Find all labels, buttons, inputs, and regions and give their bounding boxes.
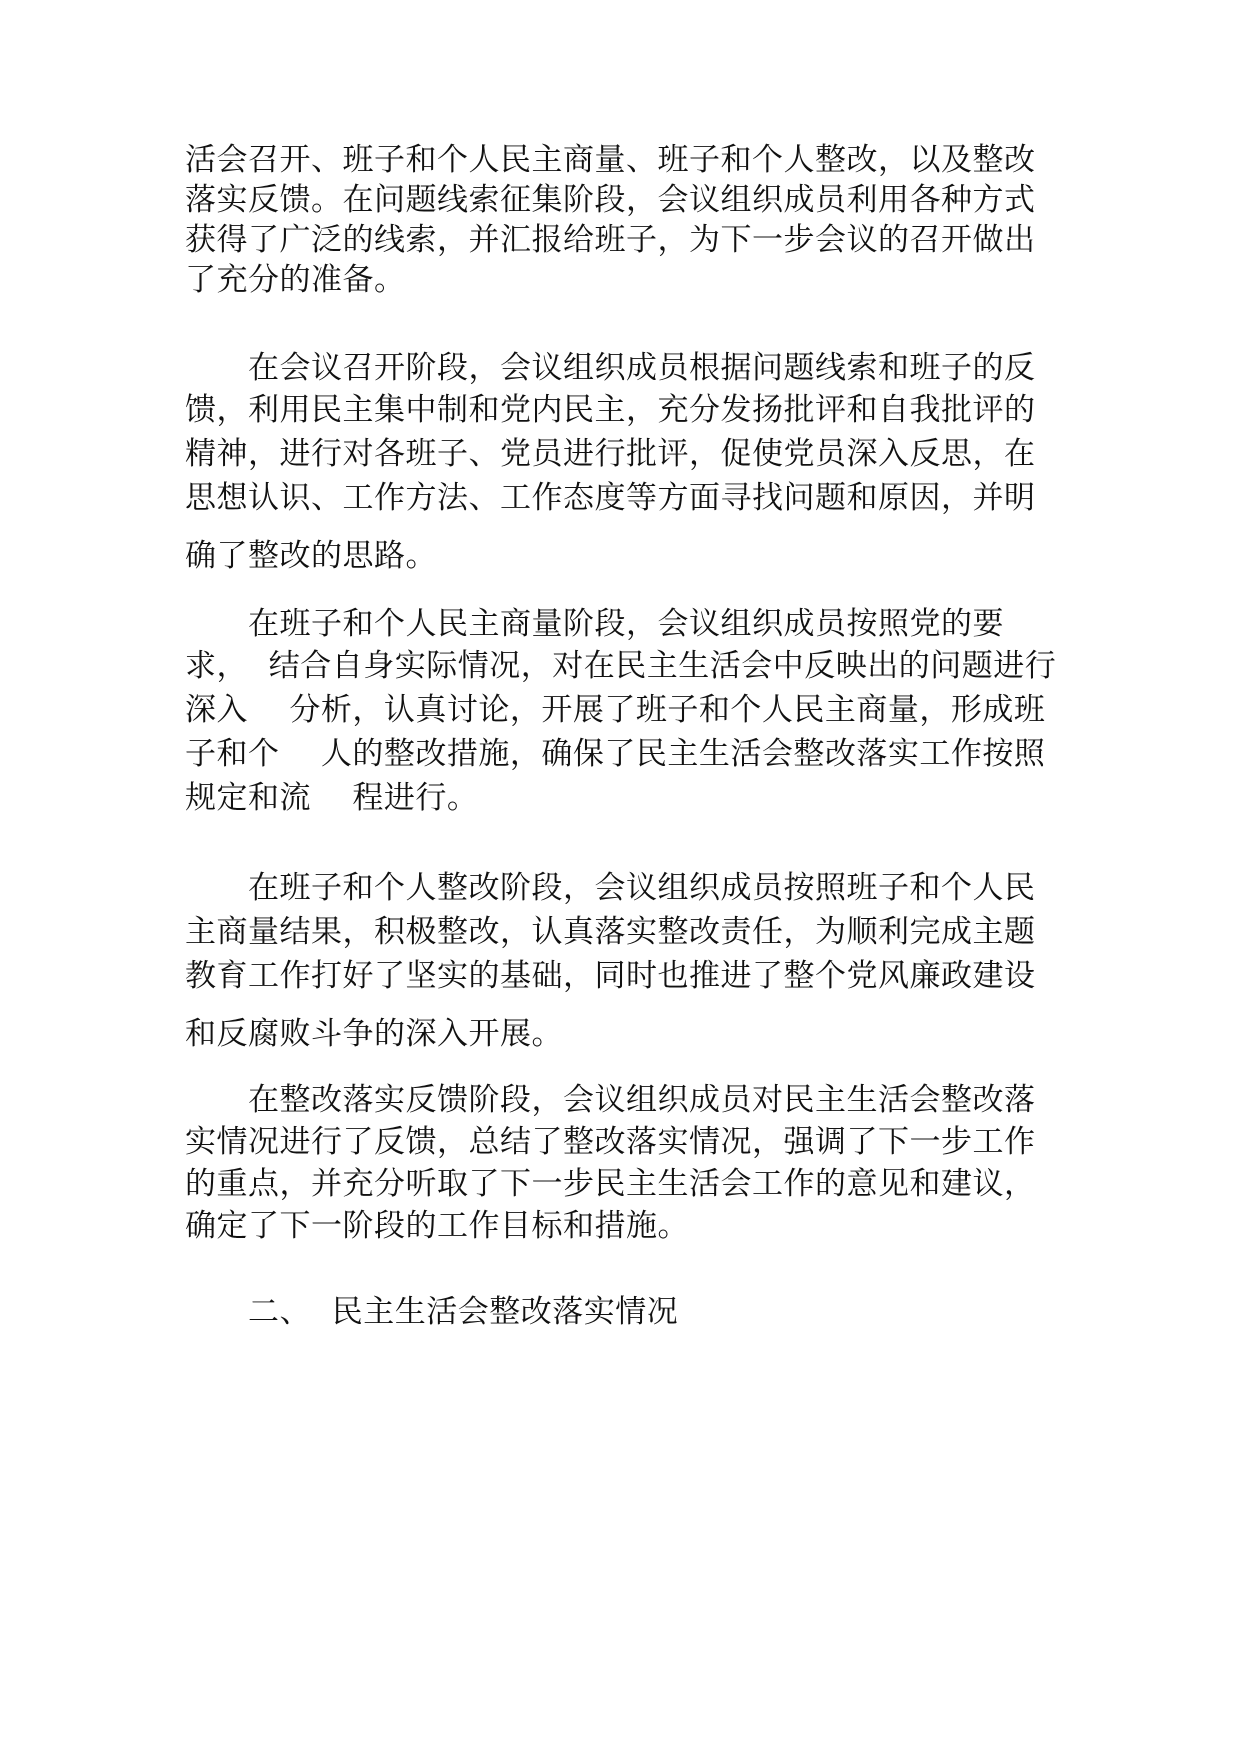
paragraph-line: 求， 结合自身实际情况，对在民主生活会中反映出的问题进行 <box>185 648 1057 684</box>
paragraph-line: 在班子和个人整改阶段，会议组织成员按照班子和个人民 <box>248 870 1036 906</box>
paragraph-line: 规定和流 程进行。 <box>185 780 479 816</box>
paragraph-line: 主商量结果，积极整改，认真落实整改责任，为顺利完成主题 <box>185 914 1036 950</box>
paragraph-line: 在整改落实反馈阶段，会议组织成员对民主生活会整改落 <box>248 1082 1036 1118</box>
paragraph-line: 子和个 人的整改措施，确保了民主生活会整改落实工作按照 <box>185 736 1046 772</box>
paragraph-line: 和反腐败斗争的深入开展。 <box>185 1016 563 1052</box>
paragraph-line: 精神，进行对各班子、党员进行批评，促使党员深入反思，在 <box>185 436 1036 472</box>
paragraph-line: 确定了下一阶段的工作目标和措施。 <box>185 1208 689 1244</box>
paragraph-line: 深入 分析，认真讨论，开展了班子和个人民主商量，形成班 <box>185 692 1046 728</box>
paragraph-line: 在会议召开阶段，会议组织成员根据问题线索和班子的反 <box>248 350 1036 386</box>
paragraph-line: 获得了广泛的线索，并汇报给班子，为下一步会议的召开做出 <box>185 222 1036 258</box>
section-heading: 二、 民主生活会整改落实情况 <box>248 1294 679 1330</box>
paragraph-line: 思想认识、工作方法、工作态度等方面寻找问题和原因，并明 <box>185 480 1036 516</box>
paragraph-line: 活会召开、班子和个人民主商量、班子和个人整改，以及整改 <box>185 142 1036 178</box>
paragraph-line: 的重点，并充分听取了下一步民主生活会工作的意见和建议， <box>185 1166 1036 1202</box>
paragraph-line: 在班子和个人民主商量阶段，会议组织成员按照党的要 <box>248 606 1004 642</box>
paragraph-line: 教育工作打好了坚实的基础，同时也推进了整个党风廉政建设 <box>185 958 1036 994</box>
paragraph-line: 实情况进行了反馈，总结了整改落实情况，强调了下一步工作 <box>185 1124 1036 1160</box>
paragraph-line: 落实反馈。在问题线索征集阶段，会议组织成员利用各种方式 <box>185 182 1036 218</box>
paragraph-line: 了充分的准备。 <box>185 262 406 298</box>
paragraph-line: 馈，利用民主集中制和党内民主，充分发扬批评和自我批评的 <box>185 392 1036 428</box>
paragraph-line: 确了整改的思路。 <box>185 538 437 574</box>
